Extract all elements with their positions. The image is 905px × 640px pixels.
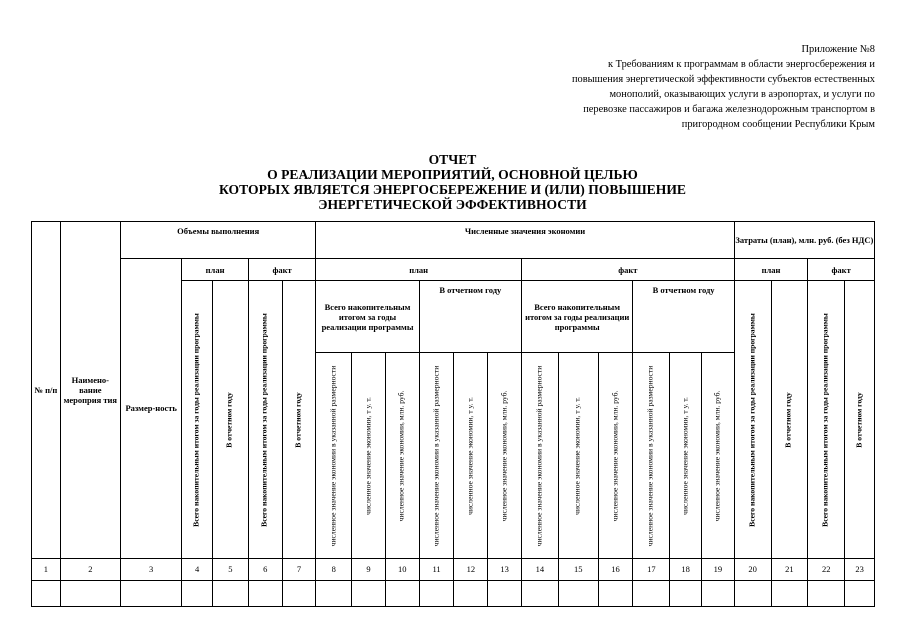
table-cell[interactable] bbox=[701, 580, 734, 606]
annex-header bbox=[455, 42, 875, 132]
sav-tut-2: численное значение экономии, т у. т. bbox=[454, 353, 488, 559]
sav-dim-1: численное значение экономии в указанной размерности bbox=[316, 353, 352, 559]
table-cell[interactable] bbox=[845, 580, 875, 606]
header-volumes-plan: план bbox=[182, 259, 248, 281]
table-cell[interactable] bbox=[316, 580, 352, 606]
vol-fact-cumulative: Всего накопительным итогом за годы реализации программы bbox=[248, 281, 282, 559]
column-number: 19 bbox=[701, 558, 734, 580]
sav-tut-3: численное значение экономии, т у. т. bbox=[558, 353, 598, 559]
table-cell[interactable] bbox=[633, 580, 670, 606]
report-table bbox=[31, 221, 875, 607]
sav-rub-4: численное значение экономии, млн. руб. bbox=[701, 353, 734, 559]
table-cell[interactable] bbox=[670, 580, 702, 606]
header-savings-fact: факт bbox=[521, 259, 734, 281]
cost-fact-year: В отчетном году bbox=[845, 281, 875, 559]
column-number: 3 bbox=[120, 558, 181, 580]
column-number: 9 bbox=[352, 558, 386, 580]
column-number: 11 bbox=[419, 558, 454, 580]
vol-fact-year: В отчетном году bbox=[282, 281, 316, 559]
annex-text-line: перевозке пассажиров и багажа железнодорожным транспортом в bbox=[583, 104, 875, 115]
header-savings: Численные значения экономии bbox=[316, 222, 734, 259]
table-cell[interactable] bbox=[385, 580, 419, 606]
column-number: 16 bbox=[598, 558, 633, 580]
header-costs: Затраты (план), млн. руб. (без НДС) bbox=[734, 222, 874, 259]
header-activity-name: Наимено-вание мероприя тия bbox=[60, 222, 120, 559]
table-cell[interactable] bbox=[182, 580, 213, 606]
column-number: 12 bbox=[454, 558, 488, 580]
sav-fact-cumulative: Всего накопительным итогом за годы реализации программы bbox=[521, 281, 632, 353]
sav-rub-2: численное значение экономии, млн. руб. bbox=[488, 353, 522, 559]
sav-rub-1: численное значение экономии, млн. руб. bbox=[385, 353, 419, 559]
header-volumes-fact: факт bbox=[248, 259, 316, 281]
cost-fact-cumulative: Всего накопительным итогом за годы реализации программы bbox=[808, 281, 845, 559]
annex-text-line: повышения энергетической эффективности субъектов естественных bbox=[571, 74, 875, 85]
header-costs-plan: план bbox=[734, 259, 808, 281]
column-number: 14 bbox=[521, 558, 558, 580]
column-number: 15 bbox=[558, 558, 598, 580]
header-savings-plan: план bbox=[316, 259, 522, 281]
table-cell[interactable] bbox=[248, 580, 282, 606]
column-number: 18 bbox=[670, 558, 702, 580]
annex-number: Приложение №8 bbox=[801, 44, 875, 55]
table-cell[interactable] bbox=[521, 580, 558, 606]
sav-dim-2: численное значение экономии в указанной размерности bbox=[419, 353, 454, 559]
table-row bbox=[32, 580, 875, 606]
vol-plan-cumulative: Всего накопительным итогом за годы реализации программы bbox=[182, 281, 213, 559]
column-number: 10 bbox=[385, 558, 419, 580]
sav-dim-3: численное значение экономии в указанной размерности bbox=[521, 353, 558, 559]
header-costs-fact: факт bbox=[808, 259, 875, 281]
title-line: ОТЧЕТ bbox=[428, 152, 477, 167]
title-line: КОТОРЫХ ЯВЛЯЕТСЯ ЭНЕРГОСБЕРЕЖЕНИЕ И (ИЛИ) ПОВЫШЕНИЕ bbox=[219, 182, 686, 197]
header-volumes: Объемы выполнения bbox=[120, 222, 315, 259]
column-number: 22 bbox=[808, 558, 845, 580]
table-cell[interactable] bbox=[213, 580, 249, 606]
column-number: 6 bbox=[248, 558, 282, 580]
table-cell[interactable] bbox=[282, 580, 316, 606]
sav-plan-cumulative: Всего накопительным итогом за годы реализации программы bbox=[316, 281, 419, 353]
table-cell[interactable] bbox=[598, 580, 633, 606]
header-number: № п/п bbox=[32, 222, 61, 559]
vol-plan-year: В отчетном году bbox=[213, 281, 249, 559]
column-number: 21 bbox=[771, 558, 808, 580]
sav-rub-3: численное значение экономии, млн. руб. bbox=[598, 353, 633, 559]
column-number: 7 bbox=[282, 558, 316, 580]
annex-text-line: к Требованиям к программам в области энергосбережения и bbox=[607, 59, 875, 70]
table-cell[interactable] bbox=[808, 580, 845, 606]
sav-tut-4: численное значение экономии, т у. т. bbox=[670, 353, 702, 559]
column-number: 17 bbox=[633, 558, 670, 580]
cost-plan-year: В отчетном году bbox=[771, 281, 808, 559]
column-number: 8 bbox=[316, 558, 352, 580]
column-number: 2 bbox=[60, 558, 120, 580]
table-cell[interactable] bbox=[734, 580, 771, 606]
table-cell[interactable] bbox=[352, 580, 386, 606]
annex-text-line: пригородном сообщении Республики Крым bbox=[681, 119, 875, 130]
sav-plan-year: В отчетном году bbox=[419, 281, 521, 353]
table-cell[interactable] bbox=[419, 580, 454, 606]
title-line: ЭНЕРГЕТИЧЕСКОЙ ЭФФЕКТИВНОСТИ bbox=[318, 197, 587, 212]
sav-dim-4: численное значение экономии в указанной размерности bbox=[633, 353, 670, 559]
title-line: О РЕАЛИЗАЦИИ МЕРОПРИЯТИЙ, ОСНОВНОЙ ЦЕЛЬЮ bbox=[267, 167, 638, 182]
table-cell[interactable] bbox=[454, 580, 488, 606]
table-cell[interactable] bbox=[488, 580, 522, 606]
table-cell[interactable] bbox=[60, 580, 120, 606]
sav-fact-year: В отчетном году bbox=[633, 281, 734, 353]
header-dimension: Размер-ность bbox=[120, 259, 181, 559]
column-number: 20 bbox=[734, 558, 771, 580]
table-cell[interactable] bbox=[32, 580, 61, 606]
report-title bbox=[0, 152, 905, 212]
column-number: 13 bbox=[488, 558, 522, 580]
sav-tut-1: численное значение экономии, т у. т. bbox=[352, 353, 386, 559]
column-number: 4 bbox=[182, 558, 213, 580]
column-number: 23 bbox=[845, 558, 875, 580]
column-number: 1 bbox=[32, 558, 61, 580]
table-cell[interactable] bbox=[558, 580, 598, 606]
column-number: 5 bbox=[213, 558, 249, 580]
table-cell[interactable] bbox=[771, 580, 808, 606]
column-number-row bbox=[32, 558, 875, 580]
annex-text-line: монополий, оказывающих услуги в аэропортах, и услуги по bbox=[609, 89, 875, 100]
table-cell[interactable] bbox=[120, 580, 181, 606]
cost-plan-cumulative: Всего накопительным итогом за годы реализации программы bbox=[734, 281, 771, 559]
